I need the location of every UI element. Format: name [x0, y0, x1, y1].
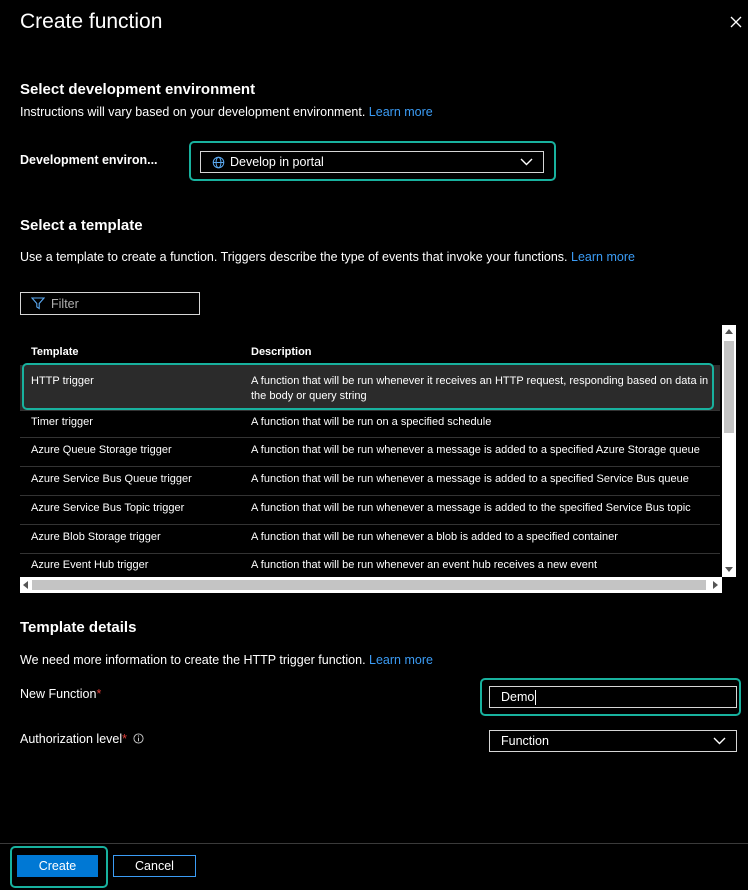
- column-header-description: Description: [251, 346, 312, 358]
- chevron-down-icon: [713, 737, 726, 745]
- table-row[interactable]: [20, 411, 720, 438]
- horizontal-scrollbar[interactable]: [20, 577, 722, 593]
- row-template-name: Azure Service Bus Topic trigger: [31, 502, 185, 514]
- table-header: [20, 340, 720, 365]
- info-icon[interactable]: [133, 733, 144, 744]
- row-template-name: Timer trigger: [31, 416, 93, 428]
- auth-level-label: Authorization level*: [20, 732, 144, 746]
- template-description: Use a template to create a function. Triggers describe the type of events that invoke your functions. Learn more: [20, 250, 635, 264]
- vertical-scrollbar-thumb[interactable]: [724, 341, 734, 433]
- row-description: A function that will be run whenever a message is added to a specified Service Bus queue: [251, 473, 689, 485]
- table-row[interactable]: [20, 467, 720, 496]
- row-template-name: Azure Service Bus Queue trigger: [31, 473, 192, 485]
- details-learn-more-link[interactable]: Learn more: [369, 653, 433, 667]
- row-template-name: HTTP trigger: [31, 375, 94, 387]
- row-description: A function that will be run whenever an event hub receives a new event: [251, 559, 598, 571]
- required-indicator: *: [122, 732, 128, 746]
- table-row[interactable]: [20, 496, 720, 525]
- dev-env-selected-value: Develop in portal: [230, 155, 324, 169]
- row-description: A function that will be run whenever a message is added to a specified Azure Storage queue: [251, 444, 700, 456]
- required-indicator: *: [96, 687, 102, 701]
- create-button[interactable]: Create: [17, 855, 98, 877]
- new-function-label: New Function*: [20, 687, 102, 701]
- row-template-name: Azure Queue Storage trigger: [31, 444, 172, 456]
- chevron-down-icon: [520, 158, 533, 166]
- dev-env-learn-more-link[interactable]: Learn more: [368, 105, 433, 119]
- dev-env-label: Development environ...: [20, 153, 158, 167]
- dev-env-heading: Select development environment: [20, 81, 256, 98]
- auth-level-selected-value: Function: [501, 734, 549, 748]
- table-row[interactable]: [20, 525, 720, 554]
- row-description: A function that will be run whenever a blob is added to a specified container: [251, 531, 618, 543]
- dev-env-dropdown[interactable]: [200, 151, 544, 173]
- text-cursor: [535, 690, 536, 705]
- panel-title: Create function: [20, 10, 163, 33]
- filter-input[interactable]: Filter: [20, 292, 200, 315]
- table-row[interactable]: [20, 554, 720, 578]
- details-description: We need more information to create the HTTP trigger function. Learn more: [20, 653, 433, 667]
- row-description: A function that will be run on a specified schedule: [251, 416, 492, 428]
- details-heading: Template details: [20, 619, 137, 636]
- auth-level-dropdown[interactable]: [489, 730, 737, 752]
- cancel-button[interactable]: Cancel: [113, 855, 196, 877]
- close-icon[interactable]: [728, 14, 744, 30]
- column-header-template: Template: [31, 346, 79, 358]
- scroll-up-icon[interactable]: [725, 329, 733, 335]
- horizontal-scrollbar-thumb[interactable]: [32, 580, 706, 590]
- scroll-right-icon[interactable]: [713, 581, 719, 589]
- new-function-input[interactable]: Demo: [489, 686, 737, 708]
- selected-row-highlight: [22, 363, 714, 410]
- globe-icon: [212, 156, 225, 169]
- dev-env-description: Instructions will vary based on your development environment. Learn more: [20, 105, 433, 119]
- scroll-down-icon[interactable]: [725, 567, 733, 573]
- scroll-left-icon[interactable]: [23, 581, 29, 589]
- row-description: A function that will be run whenever a message is added to the specified Service Bus topic: [251, 502, 691, 514]
- footer-divider: [0, 843, 748, 844]
- row-description: A function that will be run whenever it receives an HTTP request, responding based on data in the body or query string: [251, 375, 709, 402]
- template-learn-more-link[interactable]: Learn more: [571, 250, 635, 264]
- filter-icon: [31, 297, 45, 310]
- table-row[interactable]: [20, 438, 720, 467]
- row-template-name: Azure Event Hub trigger: [31, 559, 149, 571]
- template-heading: Select a template: [20, 217, 143, 234]
- vertical-scrollbar[interactable]: [722, 325, 736, 577]
- row-template-name: Azure Blob Storage trigger: [31, 531, 161, 543]
